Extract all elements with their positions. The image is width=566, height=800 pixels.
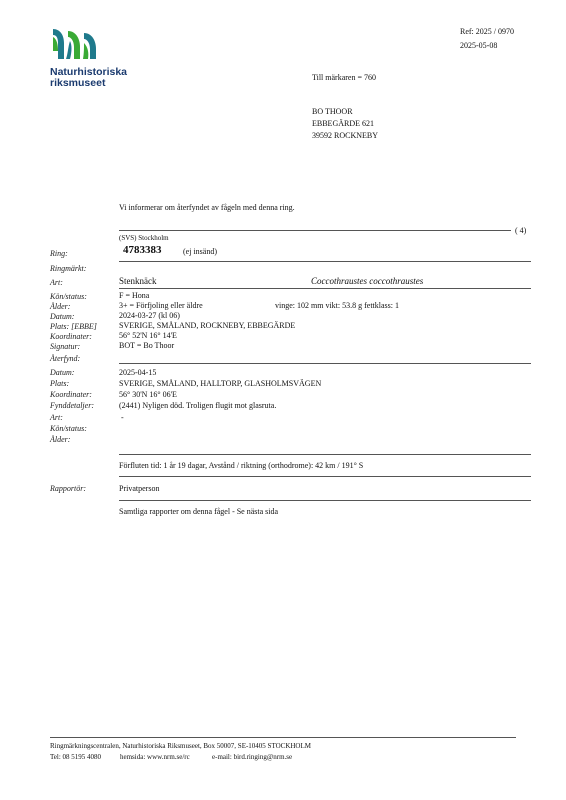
all-reports-note: Samtliga rapporter om denna fågel - Se nästa sida [119,507,279,516]
ring-note: (ej insänd) [183,247,217,256]
species-latin: Coccothraustes coccothraustes [311,276,424,286]
divider-footer [50,737,516,738]
reporter: Privatperson [119,484,160,493]
label-koordinater-recovery: Koordinater: [50,390,92,399]
page-marker: ( 4) [515,226,527,235]
ringing-date: 2024-03-27 (kl 06) [119,311,180,320]
label-plats-ebbe: Plats: [EBBE] [50,322,97,331]
recovery-species: - [121,413,124,422]
recipient-postal: 39592 ROCKNEBY [312,131,379,140]
ringing-measures: vinge: 102 mm vikt: 53.8 g fettklass: 1 [275,301,399,310]
intro-text: Vi informerar om återfyndet av fågeln med denna ring. [119,203,295,212]
label-signatur: Signatur: [50,342,81,351]
ringing-signature: BOT = Bo Thoor [119,341,175,350]
footer-website: hemsida: www.nrm.se/rc [120,753,190,761]
ringing-centre: (SVS) Stockholm [119,234,169,242]
recovery-coords: 56° 30'N 16° 06'E [119,390,177,399]
footer-address: Ringmärkningscentralen, Naturhistoriska Riksmuseet, Box 50007, SE-10405 STOCKHOLM [50,742,311,750]
label-kon-status: Kön/status: [50,292,87,301]
label-ringmarkt: Ringmärkt: [50,264,87,273]
footer-email: e-mail: bird.ringing@nrm.se [212,753,293,761]
ringing-age: 3+ = Förfjoling eller äldre [119,301,203,310]
ring-number: 4783383 [123,244,162,256]
document-date: 2025-05-08 [460,41,498,50]
logo-text-line2: riksmuseet [50,77,106,89]
divider-centre [119,230,511,231]
label-art-recovery: Art: [50,413,63,422]
elapsed-distance-summary: Förfluten tid: 1 år 19 dagar, Avstånd / riktning (orthodrome): 42 km / 191° S [119,461,364,470]
nrm-logo-icon [50,27,100,61]
ringing-sex: F = Hona [119,291,150,300]
logo-text-line1: Naturhistoriska [50,66,128,78]
footer-phone: Tel: 08 5195 4080 [50,753,102,761]
label-koordinater: Koordinater: [50,332,92,341]
label-art: Art: [50,278,63,287]
reference-number: Ref: 2025 / 0970 [460,27,514,36]
divider-species [119,288,531,289]
divider-recovery [119,363,531,364]
species-name: Stenknäck [119,276,157,286]
divider-summary-bottom [119,476,531,477]
label-datum-recovery: Datum: [50,368,75,377]
divider-reporter [119,500,531,501]
divider-ring [119,261,531,262]
label-fynddetaljer: Fynddetaljer: [50,401,94,410]
label-alder: Ålder: [50,302,71,311]
recovery-place: SVERIGE, SMÅLAND, HALLTORP, GLASHOLMSVÄGEN [119,379,322,388]
recipient-street: EBBEGÄRDE 621 [312,119,374,128]
label-rapportor: Rapportör: [50,484,86,493]
recovery-details: (2441) Nyligen död. Troligen flugit mot glasruta. [119,401,277,410]
label-alder-recovery: Ålder: [50,435,71,444]
marker-number: Till märkaren = 760 [312,73,376,82]
label-aterfynd: Återfynd: [50,354,81,363]
divider-summary-top [119,454,531,455]
label-plats-recovery: Plats: [50,379,70,388]
recipient-name: BO THOOR [312,107,353,116]
ringing-coords: 56° 52'N 16° 14'E [119,331,177,340]
nrm-logo [50,27,100,66]
ringing-place: SVERIGE, SMÅLAND, ROCKNEBY, EBBEGÄRDE [119,321,296,330]
label-datum: Datum: [50,312,75,321]
recovery-date: 2025-04-15 [119,368,157,377]
label-kon-status-recovery: Kön/status: [50,424,87,433]
label-ring: Ring: [50,249,68,258]
